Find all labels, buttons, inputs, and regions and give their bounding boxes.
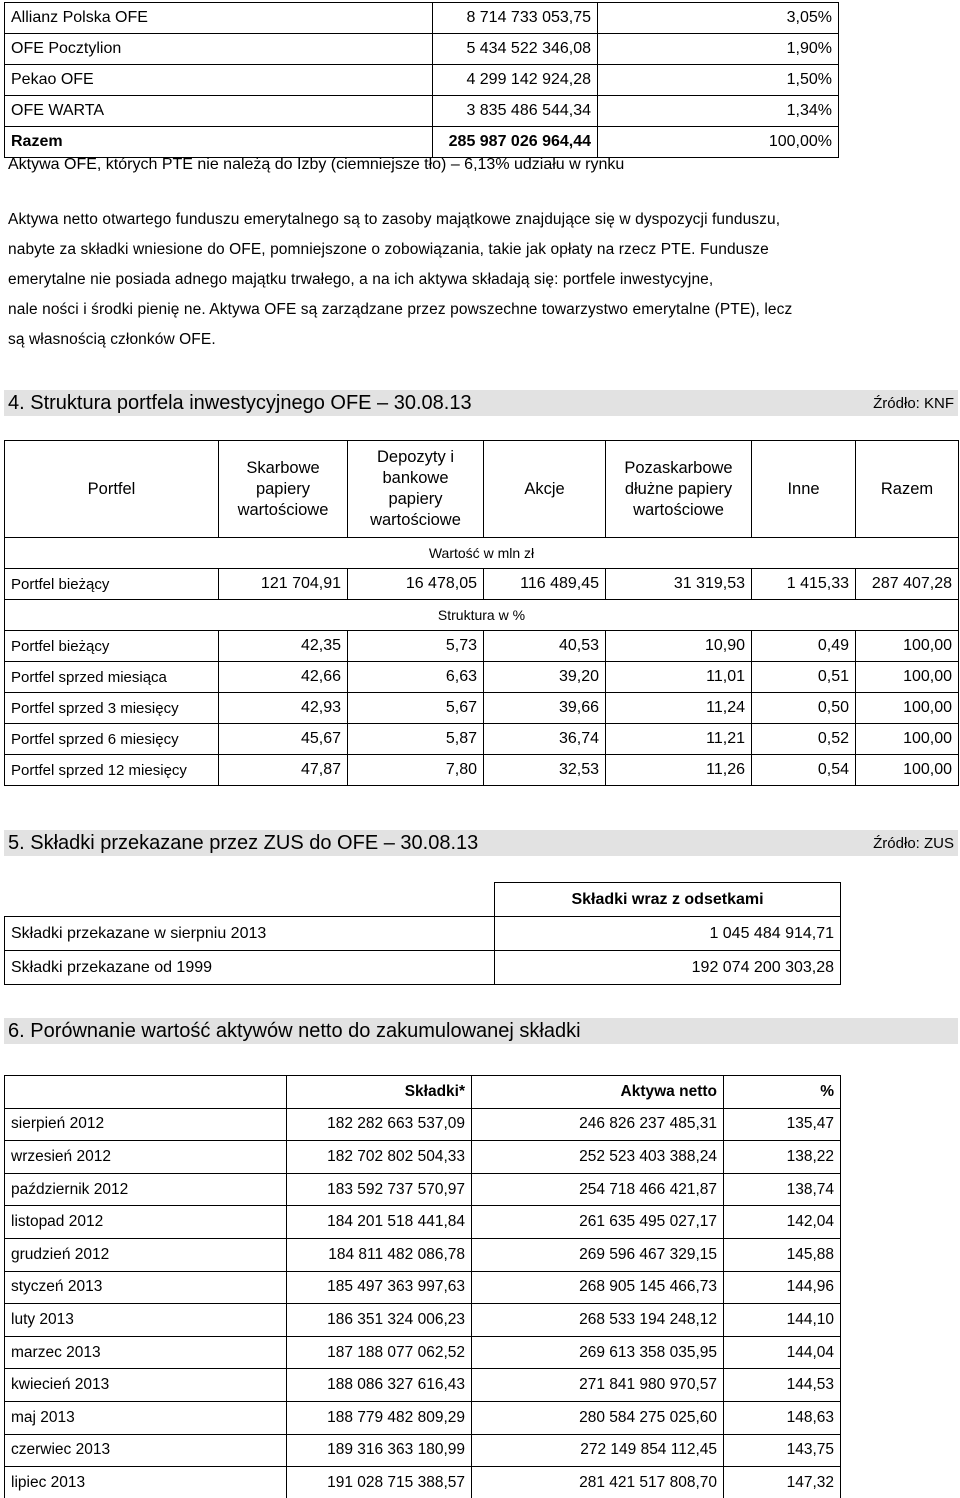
table-header-row: [5, 1076, 841, 1109]
fund-share-cell: 100,00%: [598, 127, 839, 158]
percent-cell: 100,00: [856, 693, 959, 724]
net-assets-cell: 261 635 495 027,17: [472, 1206, 724, 1239]
net-assets-cell: 252 523 403 388,24: [472, 1141, 724, 1174]
fund-value-cell: 4 299 142 924,28: [433, 65, 598, 96]
percent-cell: 7,80: [348, 755, 484, 786]
table-row: [5, 65, 839, 96]
contributions-cell: 183 592 737 570,97: [287, 1173, 472, 1206]
percent-cell: 10,90: [606, 631, 752, 662]
percent-cell: 5,73: [348, 631, 484, 662]
value-cell: 1 415,33: [752, 569, 856, 600]
table-row: [5, 1238, 841, 1271]
percent-cell: 100,00: [856, 662, 959, 693]
percent-cell: 36,74: [484, 724, 606, 755]
percent-cell: 6,63: [348, 662, 484, 693]
percent-cell: 0,49: [752, 631, 856, 662]
section4-header: [4, 390, 958, 416]
portfolio-structure-table: [4, 440, 959, 786]
month-cell: grudzień 2012: [5, 1238, 287, 1271]
column-header: Akcje: [484, 441, 606, 538]
month-cell: czerwiec 2013: [5, 1434, 287, 1467]
row-label: Portfel bieżący: [5, 569, 219, 600]
contributions-cell: 189 316 363 180,99: [287, 1434, 472, 1467]
fund-share-cell: 1,50%: [598, 65, 839, 96]
percent-cell: 42,35: [219, 631, 348, 662]
row-label: Portfel sprzed 3 miesięcy: [5, 693, 219, 724]
contributions-cell: 182 282 663 537,09: [287, 1108, 472, 1141]
table-row: [5, 1467, 841, 1498]
percent-cell: 135,47: [724, 1108, 841, 1141]
percent-cell: 40,53: [484, 631, 606, 662]
contributions-cell: 186 351 324 006,23: [287, 1304, 472, 1337]
fund-value-cell: 3 835 486 544,34: [433, 96, 598, 127]
value-cell: 31 319,53: [606, 569, 752, 600]
table-row: [5, 96, 839, 127]
percent-cell: 47,87: [219, 755, 348, 786]
net-assets-cell: 272 149 854 112,45: [472, 1434, 724, 1467]
month-cell: luty 2013: [5, 1304, 287, 1337]
net-assets-cell: 269 596 467 329,15: [472, 1238, 724, 1271]
fund-share-cell: 1,34%: [598, 96, 839, 127]
net-assets-cell: 246 826 237 485,31: [472, 1108, 724, 1141]
percent-cell: 138,74: [724, 1173, 841, 1206]
fund-assets-table: [4, 2, 839, 158]
paragraph-line: nabyte za składki wniesione do OFE, pomniejszone o zobowiązania, takie jak opłaty na rzecz PTE. Fundusze: [8, 241, 769, 258]
percent-cell: 144,53: [724, 1369, 841, 1402]
paragraph-line: emerytalne nie posiada adnego majątku trwałego, a na ich aktywa składają się: portfele inwestycyjne,: [8, 271, 714, 288]
column-header: %: [724, 1076, 841, 1109]
net-assets-cell: 280 584 275 025,60: [472, 1401, 724, 1434]
value-cell: 121 704,91: [219, 569, 348, 600]
percent-cell: 5,87: [348, 724, 484, 755]
net-assets-cell: 281 421 517 808,70: [472, 1467, 724, 1498]
fund-name-cell: Razem: [5, 127, 433, 158]
percent-cell: 145,88: [724, 1238, 841, 1271]
percent-cell: 11,24: [606, 693, 752, 724]
percent-cell: 148,63: [724, 1401, 841, 1434]
row-label: Składki przekazane od 1999: [5, 951, 495, 985]
column-header: Depozyty i bankowe papiery wartościowe: [348, 441, 484, 538]
percent-cell: 39,20: [484, 662, 606, 693]
value-caption: Wartość w mln zł: [5, 538, 959, 569]
column-header: Razem: [856, 441, 959, 538]
percent-cell: 100,00: [856, 755, 959, 786]
column-header: Składki*: [287, 1076, 472, 1109]
fund-name-cell: Pekao OFE: [5, 65, 433, 96]
percent-cell: 42,93: [219, 693, 348, 724]
market-share-note: Aktywa OFE, których PTE nie należą do Izby (ciemniejsze tło) – 6,13% udziału w rynku: [8, 156, 625, 173]
assets-vs-contributions-table: [4, 1075, 841, 1498]
fund-share-cell: 1,90%: [598, 34, 839, 65]
value-cell: 116 489,45: [484, 569, 606, 600]
percent-cell: 138,22: [724, 1141, 841, 1174]
percent-cell: 11,21: [606, 724, 752, 755]
description-paragraph: [8, 205, 956, 355]
row-label: Portfel sprzed miesiąca: [5, 662, 219, 693]
paragraph-line: są własnością członków OFE.: [8, 331, 216, 348]
contributions-cell: 184 811 482 086,78: [287, 1238, 472, 1271]
table-row: [5, 755, 959, 786]
table-row: [5, 34, 839, 65]
table-header-row: [5, 883, 841, 917]
column-header: Skarbowe papiery wartościowe: [219, 441, 348, 538]
table-row: [5, 1434, 841, 1467]
row-label: Portfel sprzed 12 miesięcy: [5, 755, 219, 786]
column-header: Pozaskarbowe dłużne papiery wartościowe: [606, 441, 752, 538]
percent-cell: 144,96: [724, 1271, 841, 1304]
percent-cell: 5,67: [348, 693, 484, 724]
table-row: [5, 569, 959, 600]
table-row: [5, 1173, 841, 1206]
table-row: [5, 1401, 841, 1434]
table-row: [5, 1206, 841, 1239]
table-header-row: [5, 441, 959, 538]
net-assets-cell: 268 533 194 248,12: [472, 1304, 724, 1337]
percent-cell: 0,52: [752, 724, 856, 755]
percent-cell: 142,04: [724, 1206, 841, 1239]
net-assets-cell: 254 718 466 421,87: [472, 1173, 724, 1206]
table-row: [5, 1108, 841, 1141]
structure-caption: Struktura w %: [5, 600, 959, 631]
percent-cell: 0,54: [752, 755, 856, 786]
column-header: Portfel: [5, 441, 219, 538]
paragraph-line: nale ności i środki pienię ne. Aktywa OFE są zarządzane przez powszechne towarzystwo emerytalne (PTE), lecz: [8, 301, 793, 318]
table-row: [5, 127, 839, 158]
net-assets-cell: 269 613 358 035,95: [472, 1336, 724, 1369]
month-cell: październik 2012: [5, 1173, 287, 1206]
percent-cell: 144,10: [724, 1304, 841, 1337]
fund-value-cell: 285 987 026 964,44: [433, 127, 598, 158]
percent-cell: 45,67: [219, 724, 348, 755]
contributions-cell: 188 779 482 809,29: [287, 1401, 472, 1434]
month-cell: listopad 2012: [5, 1206, 287, 1239]
fund-value-cell: 5 434 522 346,08: [433, 34, 598, 65]
row-label: Portfel bieżący: [5, 631, 219, 662]
value-cell: 287 407,28: [856, 569, 959, 600]
fund-name-cell: OFE Pocztylion: [5, 34, 433, 65]
percent-cell: 100,00: [856, 724, 959, 755]
percent-cell: 0,51: [752, 662, 856, 693]
row-label: Portfel sprzed 6 miesięcy: [5, 724, 219, 755]
fund-name-cell: Allianz Polska OFE: [5, 3, 433, 34]
table-row: [5, 724, 959, 755]
paragraph-line: Aktywa netto otwartego funduszu emerytalnego są to zasoby majątkowe znajdujące się w dyspozycji funduszu,: [8, 211, 781, 228]
net-assets-cell: 268 905 145 466,73: [472, 1271, 724, 1304]
percent-cell: 0,50: [752, 693, 856, 724]
contributions-cell: 187 188 077 062,52: [287, 1336, 472, 1369]
month-cell: sierpień 2012: [5, 1108, 287, 1141]
table-row: [5, 1369, 841, 1402]
section4-source: Źródło: KNF: [873, 394, 954, 412]
percent-cell: 42,66: [219, 662, 348, 693]
table-row: [5, 1271, 841, 1304]
percent-cell: 11,26: [606, 755, 752, 786]
table-row: [5, 1304, 841, 1337]
table-row: [5, 631, 959, 662]
zus-contributions-table: [4, 882, 841, 985]
caption-row: [5, 600, 959, 631]
month-cell: kwiecień 2013: [5, 1369, 287, 1402]
column-header: Składki wraz z odsetkami: [495, 883, 841, 917]
percent-cell: 147,32: [724, 1467, 841, 1498]
section6-title: 6. Porównanie wartość aktywów netto do zakumulowanej składki: [8, 1019, 581, 1042]
fund-name-cell: OFE WARTA: [5, 96, 433, 127]
percent-cell: 11,01: [606, 662, 752, 693]
column-header: [5, 1076, 287, 1109]
net-assets-cell: 271 841 980 970,57: [472, 1369, 724, 1402]
amount-cell: 192 074 200 303,28: [495, 951, 841, 985]
fund-share-cell: 3,05%: [598, 3, 839, 34]
section5-title: 5. Składki przekazane przez ZUS do OFE – 30.08.13: [8, 831, 479, 854]
section5-source: Źródło: ZUS: [873, 834, 954, 852]
month-cell: lipiec 2013: [5, 1467, 287, 1498]
contributions-cell: 188 086 327 616,43: [287, 1369, 472, 1402]
column-header: Inne: [752, 441, 856, 538]
percent-cell: 143,75: [724, 1434, 841, 1467]
section6-header: [4, 1018, 958, 1044]
contributions-cell: 191 028 715 388,57: [287, 1467, 472, 1498]
contributions-cell: 182 702 802 504,33: [287, 1141, 472, 1174]
row-label: Składki przekazane w sierpniu 2013: [5, 917, 495, 951]
table-row: [5, 951, 841, 985]
section4-title: 4. Struktura portfela inwestycyjnego OFE – 30.08.13: [8, 391, 472, 414]
table-row: [5, 3, 839, 34]
section5-header: [4, 830, 958, 856]
percent-cell: 100,00: [856, 631, 959, 662]
percent-cell: 39,66: [484, 693, 606, 724]
percent-cell: 32,53: [484, 755, 606, 786]
amount-cell: 1 045 484 914,71: [495, 917, 841, 951]
month-cell: styczeń 2013: [5, 1271, 287, 1304]
table-row: [5, 1336, 841, 1369]
caption-row: [5, 538, 959, 569]
month-cell: marzec 2013: [5, 1336, 287, 1369]
column-header: Aktywa netto: [472, 1076, 724, 1109]
table-row: [5, 917, 841, 951]
percent-cell: 144,04: [724, 1336, 841, 1369]
month-cell: wrzesień 2012: [5, 1141, 287, 1174]
table-row: [5, 1141, 841, 1174]
fund-value-cell: 8 714 733 053,75: [433, 3, 598, 34]
table-row: [5, 662, 959, 693]
value-cell: 16 478,05: [348, 569, 484, 600]
month-cell: maj 2013: [5, 1401, 287, 1434]
contributions-cell: 185 497 363 997,63: [287, 1271, 472, 1304]
table-row: [5, 693, 959, 724]
contributions-cell: 184 201 518 441,84: [287, 1206, 472, 1239]
